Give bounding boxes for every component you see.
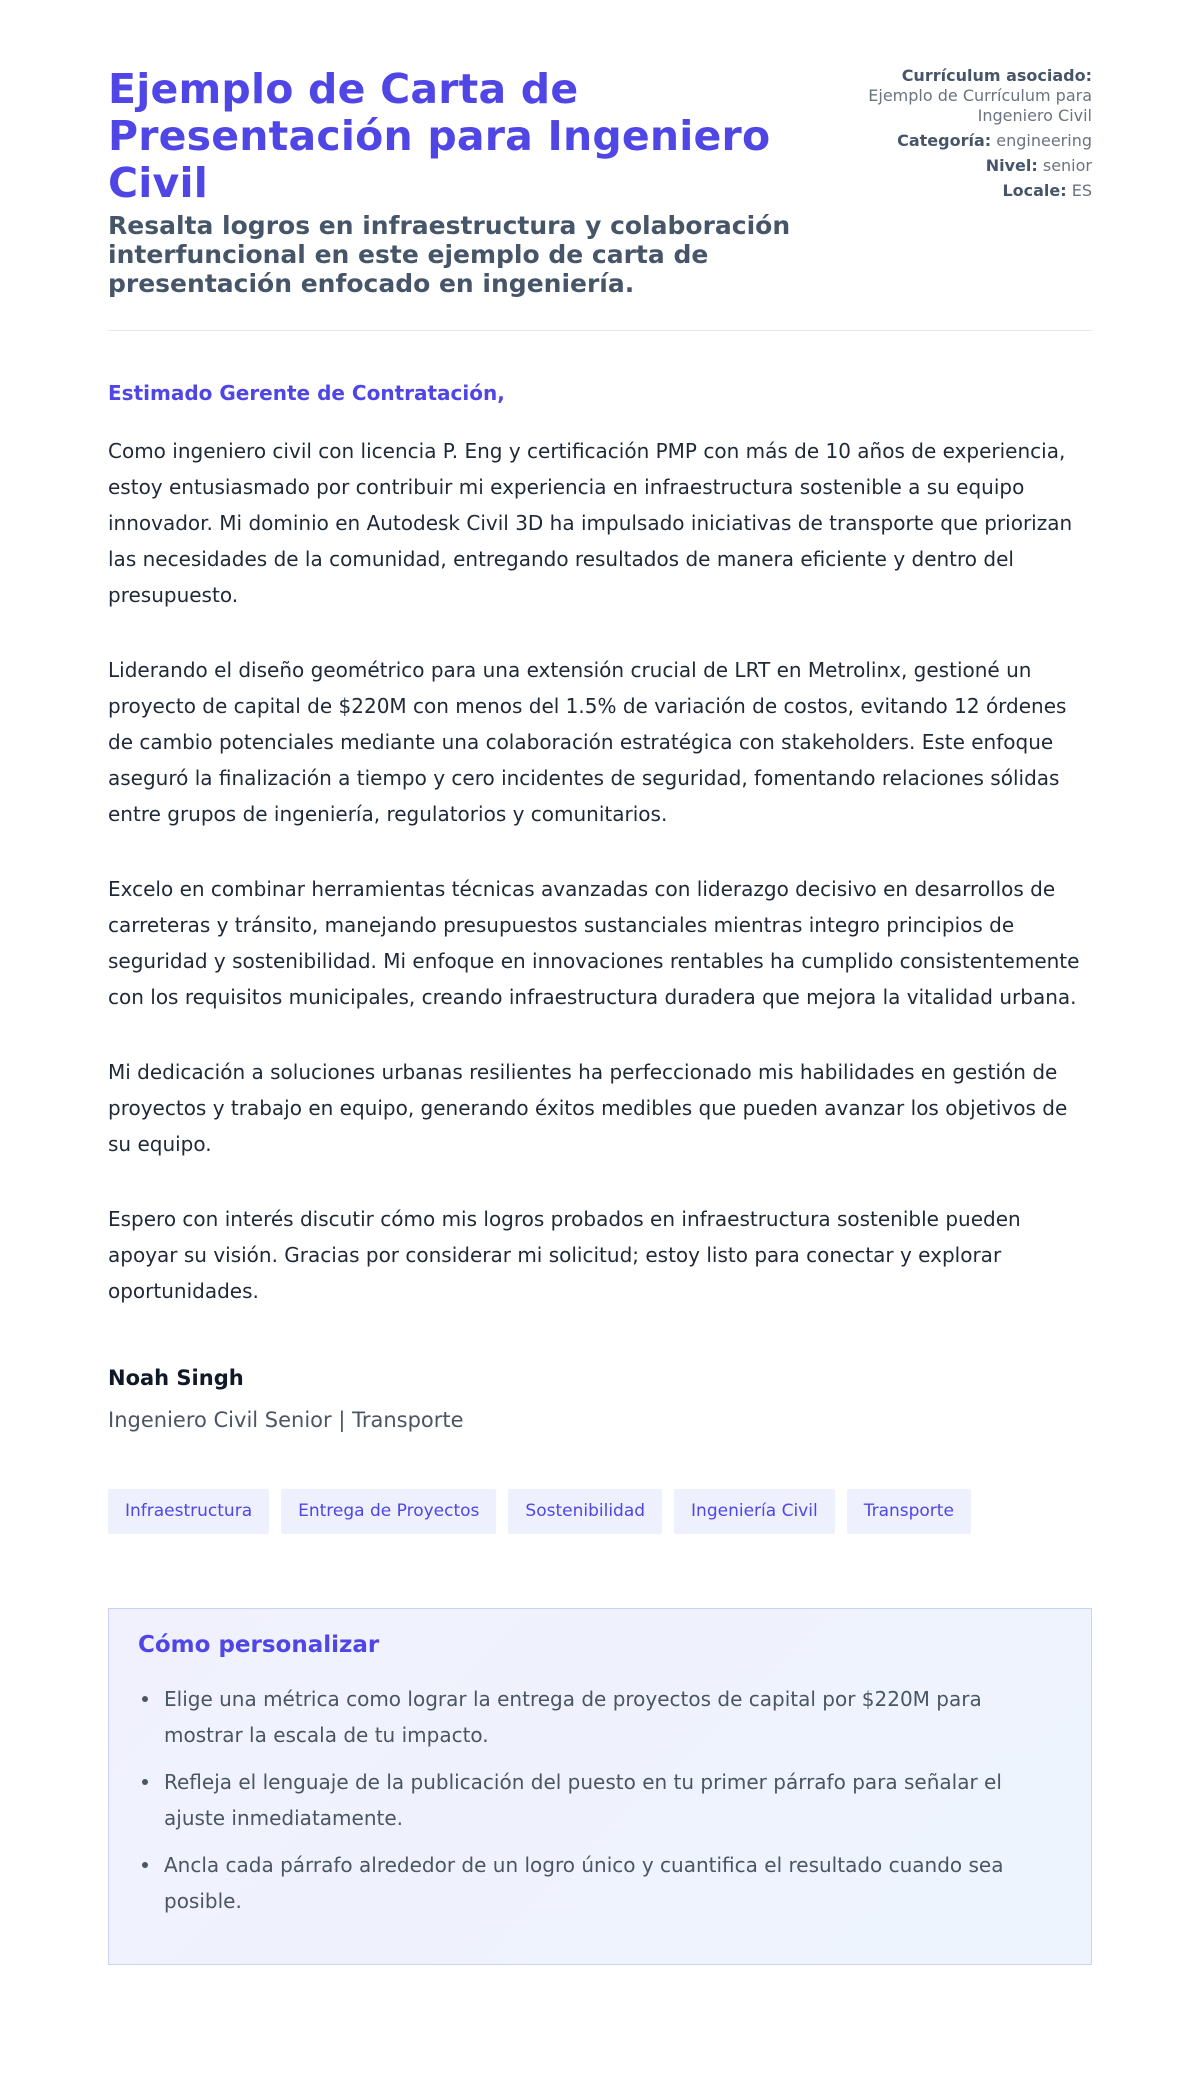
tag[interactable]: Transporte: [847, 1489, 971, 1534]
meta-level-value: senior: [1042, 156, 1092, 175]
letter-paragraph: Liderando el diseño geométrico para una extensión crucial de LRT en Metrolinx, gestioné un proyecto de capital de $220M con menos del 1.5% de variación de costos, evitando 12 órdenes de cambio potenciales mediante una colaboración estratégica con stakeholders. Este enfoque aseguró la finalización a tiempo y cero incidentes de seguridad, fomentando relaciones sólidas entre grupos de ingeniería, regulatorios y comunitarios.: [108, 658, 1067, 826]
meta-locale: [803, 181, 1092, 201]
signature-name: Noah Singh: [108, 1366, 244, 1390]
meta-panel: [803, 66, 1092, 206]
tag[interactable]: Sostenibilidad: [508, 1489, 662, 1534]
page-title: Ejemplo de Carta de Presentación para Ingeniero Civil: [108, 65, 771, 207]
tag-list: [108, 1489, 1092, 1534]
tip-item: Refleja el lenguaje de la publicación del puesto en tu primer párrafo para señalar el ajuste inmediatamente.: [164, 1764, 1062, 1836]
meta-resume-value: Ejemplo de Currículum para Ingeniero Civil: [868, 86, 1092, 125]
letter-body: [108, 381, 1092, 1433]
page-subtitle: Resalta logros en infraestructura y colaboración interfuncional en este ejemplo de carta de presentación enfocado en ingeniería.: [108, 211, 791, 298]
tag[interactable]: Ingeniería Civil: [674, 1489, 835, 1534]
meta-locale-value: ES: [1071, 181, 1092, 200]
meta-category-label: Categoría:: [897, 131, 992, 150]
meta-associated-resume: [803, 66, 1092, 126]
letter-paragraph: Espero con interés discutir cómo mis logros probados en infraestructura sostenible pueden apoyar su visión. Gracias por considerar mi solicitud; estoy listo para conectar y explorar oportunidades.: [108, 1207, 1021, 1303]
tips-title: Cómo personalizar: [138, 1632, 380, 1658]
letter-paragraph: Excelo en combinar herramientas técnicas avanzadas con liderazgo decisivo en desarrollos de carreteras y tránsito, manejando presupuestos sustanciales mientras integro principios de seguridad y sostenibilidad. Mi enfoque en innovaciones rentables ha cumplido consistentemente con los requisitos municipales, creando infraestructura duradera que mejora la vitalidad urbana.: [108, 877, 1080, 1009]
meta-locale-label: Locale:: [1002, 181, 1067, 200]
letter-paragraph: Mi dedicación a soluciones urbanas resilientes ha perfeccionado mis habilidades en gestión de proyectos y trabajo en equipo, generando éxitos medibles que pueden avanzar los objetivos de su equipo.: [108, 1060, 1068, 1156]
tips-list: [138, 1681, 1062, 1919]
letter-greeting: Estimado Gerente de Contratación,: [108, 381, 505, 405]
meta-resume-label: Currículum asociado:: [901, 66, 1092, 85]
tip-item: Elige una métrica como lograr la entrega de proyectos de capital por $220M para mostrar la escala de tu impacto.: [164, 1681, 1062, 1753]
page-header: [108, 66, 1092, 331]
signature-role: Ingeniero Civil Senior | Transporte: [108, 1408, 464, 1432]
meta-level-label: Nivel:: [985, 156, 1038, 175]
tag[interactable]: Entrega de Proyectos: [281, 1489, 496, 1534]
meta-level: [803, 156, 1092, 176]
tag[interactable]: Infraestructura: [108, 1489, 269, 1534]
tip-item: Ancla cada párrafo alrededor de un logro único y cuantifica el resultado cuando sea posible.: [164, 1847, 1062, 1919]
meta-category: [803, 131, 1092, 151]
customize-tips-box: [108, 1608, 1092, 1965]
letter-paragraphs: [108, 433, 1092, 1309]
letter-paragraph: Como ingeniero civil con licencia P. Eng y certificación PMP con más de 10 años de experiencia, estoy entusiasmado por contribuir mi experiencia en infraestructura sostenible a su equipo innovador. Mi dominio en Autodesk Civil 3D ha impulsado iniciativas de transporte que priorizan las necesidades de la comunidad, entregando resultados de manera eficiente y dentro del presupuesto.: [108, 439, 1073, 607]
meta-category-value: engineering: [996, 131, 1092, 150]
header-titles: [108, 66, 803, 298]
